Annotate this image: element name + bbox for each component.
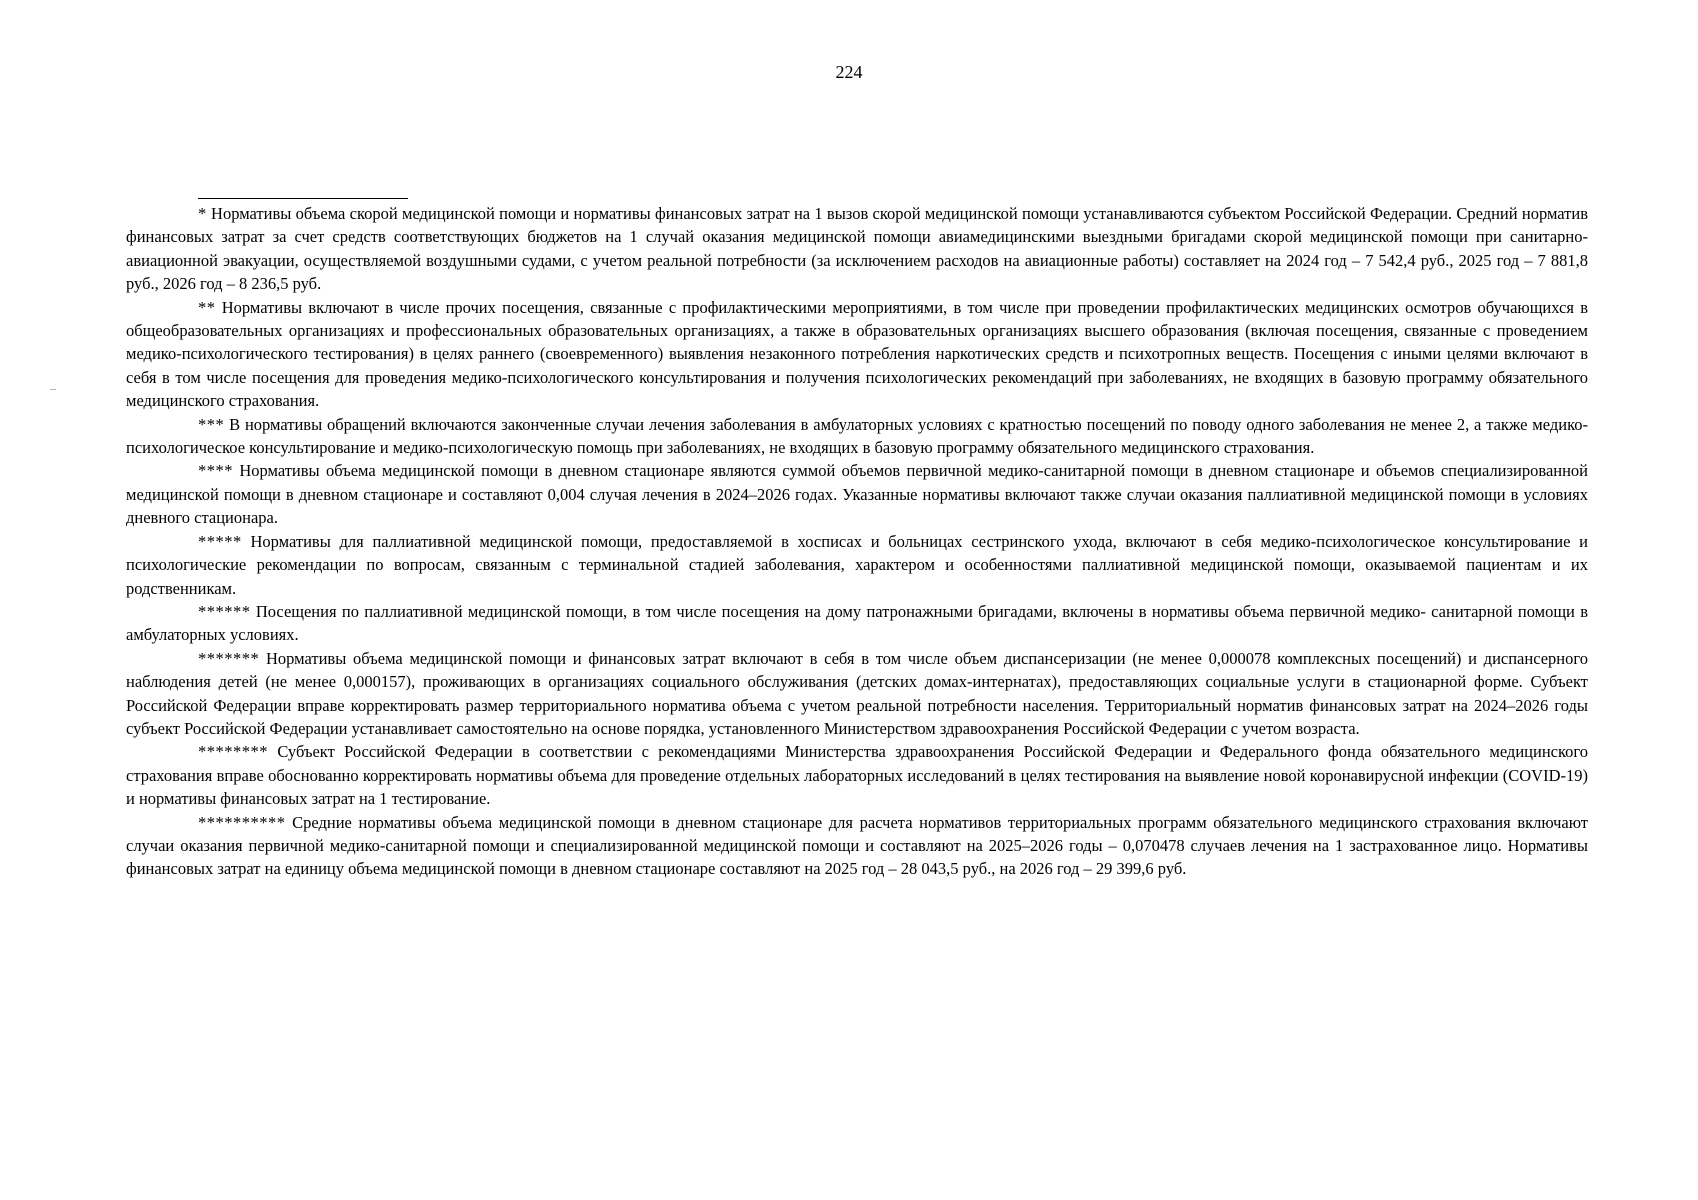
footnote-text: Субъект Российской Федерации в соответствии с рекомендациями Министерства здравоохранения Российской Федерации и Федерального фонда обязательного медицинского страхования вправе обоснованно корректировать нормативы объема для проведение отдельных лабораторных исследований в целях тестирования на выявление новой коронавирусной инфекции (COVID-19) и нормативы финансовых затрат на 1 тестирование.: [126, 742, 1589, 809]
footnote-separator: [198, 198, 408, 199]
footnote-text: Нормативы объема медицинской помощи и финансовых затрат включают в себя в том числе объем диспансеризации (не менее 0,000078 комплексных посещений) и диспансерного наблюдения детей (не менее 0,000157), проживающих в организациях социального обслуживания (детских домах-интернатах), предоставляющих социальные услуги в стационарной форме. Субъект Российской Федерации вправе корректировать размер территориального норматива объема с учетом реальной потребности населения. Территориальный норматив финансовых затрат на 2024–2026 годы субъект Российской Федерации устанавливает самостоятельно на основе порядка, установленного Министерством здравоохранения Российской Федерации с учетом возраста.: [126, 648, 1588, 738]
footnote-marker: *: [198, 204, 207, 223]
footnote-text: Нормативы включают в числе прочих посещения, связанные с профилактическими мероприятиями, в том числе при проведении профилактических медицинских осмотров обучающихся в общеобразовательных организациях и профессиональных образовательных организациях, а также в образовательных организациях высшего образования (включая посещения, связанные с проведением медико-психологического тестирования) в целях раннего (своевременного) выявления незаконного потребления наркотических средств и психотропных веществ. Посещения с иными целями включают в себя в том числе посещения для проведения медико-психологического консультирования и получения психологических рекомендаций при заболеваниях, не входящих в базовую программу обязательного медицинского страхования.: [126, 297, 1588, 411]
footnote-9: [126, 811, 1588, 881]
footnote-marker: ******: [198, 601, 251, 621]
footnote-marker: **********: [198, 812, 286, 832]
footnote-marker: *******: [198, 648, 260, 668]
footnote-text: Нормативы для паллиативной медицинской помощи, предоставляемой в хосписах и больницах сестринского ухода, включают в себя медико-психологическое консультирование и психологические рекомендации по вопросам, связанным с терминальной стадией заболевания, характером и особенностями паллиативной медицинской помощи, оказываемой пациентам и их родственникам.: [126, 531, 1588, 598]
footnotes: [126, 202, 1588, 881]
footnote-2: [126, 296, 1588, 413]
footnote-6: [126, 600, 1588, 647]
footnote-1: [126, 202, 1588, 296]
footnote-text: Нормативы объема медицинской помощи в дневном стационаре являются суммой объемов первичной медико-санитарной помощи в дневном стационаре и объемов специализированной медицинской помощи в дневном стационаре и составляют 0,004 случая лечения в 2024–2026 годах. Указанные нормативы включают также случаи оказания паллиативной медицинской помощи в условиях дневного стационара.: [126, 461, 1589, 528]
footnote-text: Средние нормативы объема медицинской помощи в дневном стационаре для расчета нормативов территориальных программ обязательного медицинского страхования включают случаи оказания первичной медико-санитарной помощи и специализированной медицинской помощи и составляют на 2025–2026 годы – 0,070478 случаев лечения на 1 застрахованное лицо. Нормативы финансовых затрат на единицу объема медицинской помощи в дневном стационаре составляют на 2025 год – 28 043,5 руб., на 2026 год – 29 399,6 руб.: [126, 812, 1589, 879]
footnote-text: Посещения по паллиативной медицинской помощи, в том числе посещения на дому патронажными бригадами, включены в нормативы объема первичной медико- санитарной помощи в амбулаторных условиях.: [126, 601, 1589, 645]
page-number: 224: [835, 62, 863, 82]
footnote-3: [126, 413, 1588, 460]
footnote-8: [126, 740, 1588, 810]
footnote-5: [126, 530, 1588, 600]
footnote-marker: *****: [198, 531, 242, 551]
footnote-marker: ********: [198, 742, 268, 762]
footnote-marker: ***: [198, 414, 225, 434]
scan-edge-mark: [50, 389, 56, 390]
footnote-marker: **: [198, 297, 216, 317]
footnote-text: В нормативы обращений включаются законченные случаи лечения заболевания в амбулаторных условиях с кратностью посещений по поводу одного заболевания не менее 2, а также медико-психологическое консультирование и медико-психологическую помощь при заболеваниях, не входящих в базовую программу обязательного медицинского страхования.: [126, 414, 1588, 458]
footnote-4: [126, 459, 1588, 529]
footnote-7: [126, 647, 1588, 741]
footnote-marker: ****: [198, 461, 233, 481]
footnote-text: Нормативы объема скорой медицинской помощи и нормативы финансовых затрат на 1 вызов скорой медицинской помощи устанавливаются субъектом Российской Федерации. Средний норматив финансовых затрат за счет средств соответствующих бюджетов на 1 случай оказания медицинской помощи авиамедицинскими выездными бригадами скорой медицинской помощи при санитарно-авиационной эвакуации, осуществляемой воздушными судами, с учетом реальной потребности (за исключением расходов на авиационные работы) составляет на 2024 год – 7 542,4 руб., 2025 год – 7 881,8 руб., 2026 год – 8 236,5 руб.: [126, 204, 1588, 294]
